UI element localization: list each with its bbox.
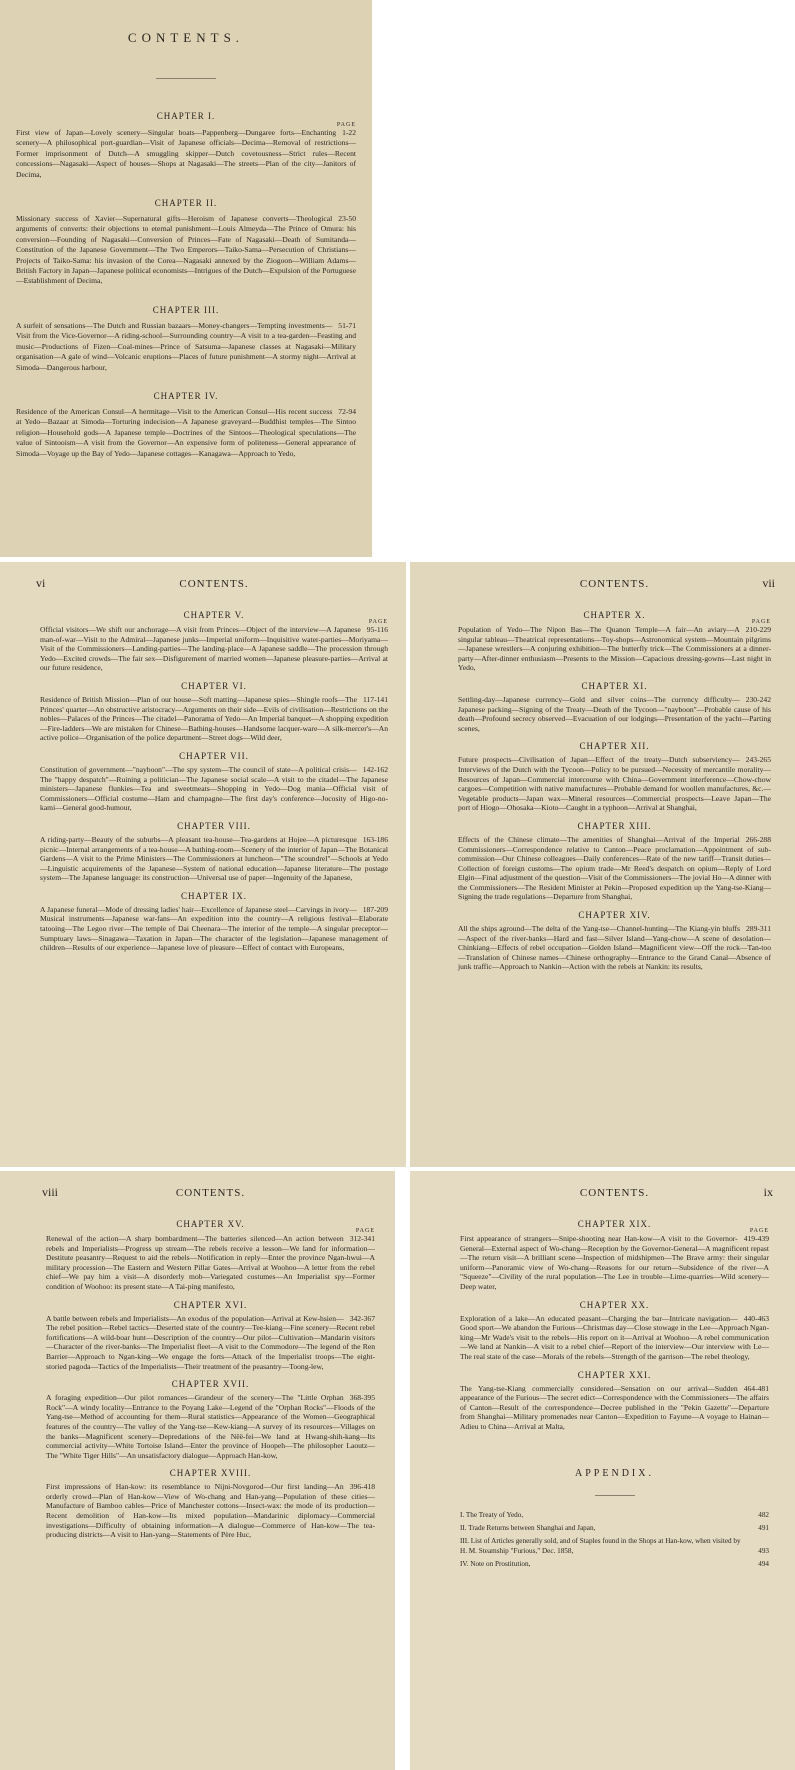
appendix-item-label: I. The Treaty of Yedo, xyxy=(460,1510,524,1519)
chapter-summary xyxy=(46,1482,375,1540)
appendix-item-label: III. List of Articles generally sold, and of Staples found in the Shops at Han-kow, when visited by H. M. Steamship "Furious," Dec. 1858, xyxy=(460,1536,741,1555)
chapter-summary-text: A surfeit of sensations—The Dutch and Russian bazaars—Money-changers—Tempting investments—Visit from the Vice-Governor—A riding-school—Surrounding country—A visit to a tea-garden—Feasting and music—Productions of Fizen—Coal-mines—Prince of Satsuma—Japanese classes at Nagasaki—Military organisation—A gale of wind—Volcanic eruptions—Places of future punishment—A stormy night—Arrival at Simoda—Dangerous harbour, xyxy=(16,320,356,372)
chapter-entry xyxy=(16,111,356,180)
chapter-title: CHAPTER XIV. xyxy=(578,910,651,921)
chapter-entry xyxy=(460,1219,769,1292)
contents-page-vi xyxy=(0,562,406,1167)
chapter-summary-text: All the ships aground—The delta of the Yang-tse—Channel-hunting—The Kiang-yin bluffs—Aspect of the river-banks—Hard and fast—Silver Island—Yang-chow—A scene of desolation—Chinkiang—Effects of rebel occupation—Golden Island—Magnificent view—Off the rock—Tan-too—Translation of Chinese names—Chinese orthography—Entrance to the Grand Canal—Absence of junk traffic—Approach to Nankin—Action with the rebels at Nankin: its results, xyxy=(458,924,771,972)
page-heading: CONTENTS. xyxy=(175,1187,246,1199)
chapter-entry xyxy=(46,1219,375,1292)
chapter-summary xyxy=(458,835,771,902)
chapter-summary xyxy=(16,321,356,373)
chapter-entry xyxy=(46,1468,375,1540)
chapter-summary-text: Residence of British Mission—Plan of our house—Soft matting—Japanese spies—Shingle roofs—The Princes' quarter—An obstructive aristocracy—Arguments on their side—Evils of civilisation—Restrictions on the nobles—Palaces of the Princes—The citadel—Panorama of Yedo—An Imperial banquet—A shopping expedition—Fire-ladders—We are mistaken for Chinese—Bathing-houses—Handsome lacquer-ware—A silk-mercer's—An active police—Organisation of the police department—Street dogs—Wild deer, xyxy=(40,694,388,743)
contents-page-viii xyxy=(0,1171,395,1770)
page-column-label: PAGE xyxy=(749,1228,769,1234)
chapter-summary xyxy=(458,695,771,733)
page-column-label: PAGE xyxy=(751,619,771,625)
chapter-summary xyxy=(40,625,388,673)
chapter-pages: 230-242 xyxy=(745,694,771,704)
chapter-title: CHAPTER VIII. xyxy=(177,820,251,831)
chapter-pages: 95-116 xyxy=(366,625,388,634)
chapter-entry xyxy=(458,741,771,813)
chapter-summary-text: A riding-party—Beauty of the suburbs—A pleasant tea-house—Tea-gardens at Hojee—A picturesque picnic—Internal arrangements of a tea-house—A bathing-room—Scenery of the interior of Japan—The Botanical Gardens—A visit to the Prime Ministers—The Commissioners at luncheon—"The scoundrel"—Schools at Yedo—Linguistic acquirements of the Japanese—System of national education—Japanese literature—The postage system—The Japanese language: its construction—Universal use of paper—Ingenuity of the Japanese, xyxy=(40,834,388,883)
chapter-summary-text: First appearance of strangers—Snipe-shooting near Han-kow—A visit to the Governor-General—External aspect of Wo-chang—Reception by the Governor-General—A magnificent repast—The return visit—A brilliant scene—Inspection of midshipmen—The Brave army: their singular uniform—Panoramic view of Wo-chang—Reasons for our return—Subsidence of the river—A "Squeeze"—Civility of the rural population—The Lee in trouble—Lime-quarries—Wild scenery—Deep water, xyxy=(460,1234,769,1291)
chapter-summary xyxy=(460,1314,769,1362)
chapter-entry xyxy=(46,1300,375,1372)
chapter-title: CHAPTER XXI. xyxy=(577,1369,652,1380)
chapter-title: CHAPTER III. xyxy=(152,304,220,315)
appendix-item-pages: 494 xyxy=(758,1559,769,1568)
chapter-pages: 23-50 xyxy=(338,214,356,224)
chapter-summary xyxy=(40,695,388,743)
chapter-pages: 419-439 xyxy=(743,1234,769,1243)
chapter-summary-text: Renewal of the action—A sharp bombardment—The batteries silenced—An action between rebels and Imperialists—Progress up stream—The rebels receive a lesson—We land for information—Destitute peasantry—Request to aid the rebels—Notification in reply—Enter the province Ngan-hwui—A military procession—The Eastern and Western Pillar Gates—Arrival at Woohoo—A letter from the rebel chief—We pay him a visit—A disorderly mob—Variegated costumes—An Imperialist spy—Former condition of Woohoo: its present state—A Tai-ping manifesto, xyxy=(46,1234,375,1291)
page-header xyxy=(460,1185,773,1205)
chapter-summary xyxy=(46,1234,375,1292)
chapter-summary xyxy=(40,835,388,883)
chapter-summary-text: Official visitors—We shift our anchorage—A visit from Princes—Object of the interview—A Japanese man-of-war—Visit to the Admiral—Japanese junks—Imperial uniform—Inquisitive water-parties—Moriyama—Visit of the Commissioners—Landing-parties—The landing-place—A Japanese saddle—The procession through Yedo—Excited crowds—The fair sex—Disfigurement of married women—Japanese pleasure-parties—Arrival at our future residence, xyxy=(40,625,388,673)
chapter-title: CHAPTER XI. xyxy=(581,680,648,691)
chapter-summary xyxy=(46,1393,375,1460)
appendix-item-pages: 491 xyxy=(758,1523,769,1532)
chapter-pages: 1-22 xyxy=(342,128,356,137)
page-heading: CONTENTS. xyxy=(179,578,249,590)
page-heading: CONTENTS. xyxy=(579,578,650,590)
chapter-title: CHAPTER VII. xyxy=(179,750,249,761)
chapter-pages: 51-71 xyxy=(338,320,356,330)
appendix-item-label: II. Trade Returns between Shanghai and Japan, xyxy=(460,1523,596,1532)
appendix-rule xyxy=(595,1495,635,1496)
chapter-summary xyxy=(460,1384,769,1432)
chapter-summary xyxy=(16,214,356,287)
chapter-pages: 72-94 xyxy=(338,406,356,416)
chapter-title: CHAPTER II. xyxy=(154,198,218,209)
chapter-entry xyxy=(40,610,388,673)
chapter-pages: 440-463 xyxy=(743,1313,769,1323)
chapter-summary xyxy=(458,625,771,673)
chapter-pages: 142-162 xyxy=(362,764,388,774)
chapter-summary-text: Residence of the American Consul—A hermitage—Visit to the American Consul—His recent success at Yedo—Bazaar at Simoda—Torturing indecision—A Japanese graveyard—Buddhist temples—The Sintoo religion—Household gods—A Japanese temple—Doctrines of the Sintoos—Theological speculations—The value of Sintooism—A visit from the Governor—An expensive form of politeness—General appearance of Simoda—Voyage up the Bay of Yedo—Japanese cottages—Kanagawa—Approach to Yedo, xyxy=(16,406,356,458)
page-header xyxy=(458,576,775,596)
chapter-summary-text: Future prospects—Civilisation of Japan—Effect of the treaty—Dutch subserviency—Interviews of the Dutch with the Tycoon—Policy to be pursued—Necessity of mercantile morality—Resources of Japan—Commercial intercourse with China—Government interference—Chow-chow cargoes—Competition with native manufactures—Probable demand for woollen manufactures, &c.—Vegetable products—Japan wax—Mineral resources—Commercial prospects—Leave Japan—The port of Hiogo—Ohosaka—Kioto—Caught in a typhoon—Arrival at Shanghai, xyxy=(458,755,771,813)
chapter-pages: 163-186 xyxy=(362,834,388,844)
chapter-entry xyxy=(46,1379,375,1460)
chapter-title: CHAPTER XIX. xyxy=(577,1219,652,1229)
chapter-entry xyxy=(460,1370,769,1432)
appendix-item-pages: 482 xyxy=(758,1510,769,1519)
appendix-title: APPENDIX. xyxy=(575,1467,654,1479)
page-header xyxy=(36,576,388,596)
chapter-pages: 342-367 xyxy=(349,1313,375,1323)
chapter-summary xyxy=(40,905,388,953)
chapter-summary xyxy=(16,128,356,180)
chapter-summary-text: First view of Japan—Lovely scenery—Singular boats—Pappenberg—Dungaree forts—Enchanting scenery—A philosophical port-guardian—Visit of Japanese officials—Decima—Removal of restrictions—Former imprisonment of Dutch—A smuggling skipper—Dutch covetousness—Strict rules—Recent concessions—Nagasaki—Aspect of houses—Shops at Nagasaki—The streets—Plan of the city—Janitors of Decima, xyxy=(16,128,356,179)
chapter-pages: 243-265 xyxy=(745,755,771,765)
chapter-entry xyxy=(458,681,771,733)
chapter-entry xyxy=(40,891,388,953)
chapter-summary-text: Effects of the Chinese climate—The amenities of Shanghai—Arrival of the Imperial Commissioners—Correspondence relative to Canton—Peace proclamation—Appointment of sub-commission—Our Chinese colleagues—Daily conferences—Rate of the new tariff—Transit duties—Collection of foreign customs—The opium trade—Mr Reed's despatch on opium—Reply of Lord Elgin—Final adjustment of the question—Visit of the Commissioners—The jovial Ho—A dinner with the Commissioners—The Resident Minister at Pekin—Proposed expedition up the Yang-tse-Kiang—Signing the trade regulations—Departure from Shanghai, xyxy=(458,834,771,902)
chapter-title: CHAPTER IV. xyxy=(153,390,219,401)
appendix-item-pages: 493 xyxy=(758,1546,769,1555)
chapter-summary-text: Constitution of government—"nayboon"—The spy system—The council of state—A political crisis—The "happy despatch"—Ruining a politician—The Japanese social scale—A visit to the citadel—The Japanese ministers—Japanese flunkies—Tea and sweetmeats—Shopping in Yedo—Dog mania—Official visit of Commissioners—Official costume—Ham and champagne—The first day's conference—Jocosity of Higo-no-kami—General good-humour, xyxy=(40,764,388,813)
chapter-summary-text: Exploration of a lake—An educated peasant—Charging the bar—Intricate navigation—Good sport—We abandon the Furious—Christmas day—Close stowage in the Lee—Approach Ngan-king—Mr Wade's visit to the rebels—His report on it—Arrival at Woohoo—A rebel communication—We land at Nankin—A visit to a rebel chief—Report of the interview—Our interview with Le—The real state of the case—Morals of the rebels—Strength of the garrison—The rebel theology, xyxy=(460,1313,769,1361)
chapter-summary-text: First impressions of Han-kow: its resemblance to Nijni-Novgorod—Our first landing—An orderly crowd—Plan of Han-kow—View of Wo-chang and Han-yang—Population of these cities—Manufacture of Bamboo cables—Price of Manchester cottons—Insect-wax: the mode of its production—Recent demolition of Han-kow—Its mixed population—Mandarinic diplomacy—Commercial investigations—Difficulty of obtaining information—A dialogue—Commerce of Han-kow—The tea-producing districts—A visit to Han-yang—Statements of Père Huc, xyxy=(46,1482,375,1540)
contents-page-1 xyxy=(0,0,372,557)
chapter-summary xyxy=(46,1314,375,1372)
chapter-entry xyxy=(460,1300,769,1362)
appendix-item-label: IV. Note on Prostitution, xyxy=(460,1559,531,1568)
page-number: ix xyxy=(763,1185,773,1199)
chapter-entry xyxy=(40,751,388,813)
appendix-item xyxy=(460,1536,769,1556)
chapter-summary-text: Population of Yedo—The Nipon Bas—The Quanon Temple—A fair—An aviary—A singular tableau—Theatrical representations—Toy-shops—Astronomical system—Mountain pilgrims—Japanese wrestlers—A conjuring exhibition—The butterfly trick—The Commissioners at a dinner-party—After-dinner enthusiasm—Presents to the Mission—Capacious dressing-gowns—Last night in Yedo, xyxy=(458,625,771,673)
chapter-summary xyxy=(40,765,388,813)
chapter-entry xyxy=(40,821,388,883)
appendix-item xyxy=(460,1523,769,1533)
page-heading: CONTENTS. xyxy=(579,1187,650,1199)
chapter-summary-text: Missionary success of Xavier—Supernatural gifts—Heroism of Japanese converts—Theological arguments of converts: their objections to eternal punishment—Louis Almeyda—The Prince of Omura: his conversion—Founding of Nagasaki—Conversion of Princes—Fate of Nagasaki—Death of Sumitanda—Constitution of the Japanese Government—The Two Emperors—Taiko-Sama—Persecution of Christians—Projects of Taiko-Sama: his invasion of the Corea—Nagasaki annexed by the Ziogoon—William Adams—British Factory in Japan—Japanese political economists—Intrigues of the Dutch—Expulsion of the Portuguese—Establishment of Decima, xyxy=(16,214,356,286)
chapter-summary-text: Settling-day—Japanese currency—Gold and silver coins—The currency difficulty—Japanese packing—Signing of the Treaty—Death of the Tycoon—"nayboon"—Probable cause of his death—Profound secrecy observed—Evacuation of our lodgings—Presentation of the yacht—Parting scenes, xyxy=(458,694,771,733)
contents-page-ix xyxy=(410,1171,795,1770)
chapter-pages: 210-229 xyxy=(745,625,771,634)
chapter-pages: 187-209 xyxy=(362,904,388,914)
chapter-title: CHAPTER XVII. xyxy=(171,1379,250,1390)
chapter-pages: 464-481 xyxy=(743,1383,769,1393)
appendix-item xyxy=(460,1559,769,1569)
chapter-title: CHAPTER XII. xyxy=(579,741,650,752)
chapter-entry xyxy=(16,391,356,459)
page-column-label: PAGE xyxy=(368,619,388,625)
chapter-entry xyxy=(458,610,771,673)
page-column-label: PAGE xyxy=(355,1228,375,1234)
page-heading: CONTENTS. xyxy=(127,30,245,45)
chapter-entry xyxy=(458,910,771,972)
chapter-summary xyxy=(460,1234,769,1292)
chapter-summary xyxy=(458,755,771,813)
chapter-title: CHAPTER XVIII. xyxy=(169,1468,252,1479)
contents-page-vii xyxy=(410,562,795,1167)
chapter-pages: 396-418 xyxy=(349,1482,375,1492)
chapter-pages: 368-395 xyxy=(349,1393,375,1403)
chapter-summary-text: The Yang-tse-Kiang commercially considered—Sensation on our arrival—Sudden appearance of the Furious—The secret edict—Correspondence with the Commissioners—The affairs of Canton—Result of the correspondence—Decree published in the "Pekin Gazette"—Departure from Shanghai—Military promenades near Canton—Expedition to Fayune—A voyage to Hainan—Adieu to China—Arrival at Malta, xyxy=(460,1383,769,1431)
chapter-pages: 289-311 xyxy=(745,924,771,934)
chapter-title: CHAPTER XV. xyxy=(176,1219,245,1229)
chapter-title: CHAPTER XIII. xyxy=(577,820,652,831)
chapter-title: CHAPTER X. xyxy=(583,610,646,620)
chapter-entry xyxy=(458,821,771,902)
chapter-summary xyxy=(16,407,356,459)
chapter-pages: 266-288 xyxy=(745,834,771,844)
chapter-title: CHAPTER I. xyxy=(156,111,216,121)
chapter-summary-text: A battle between rebels and Imperialists—An exodus of the population—Arrival at Kew-hsien—The rebel position—Rebel tactics—Deserted state of the country—Tee-kiang—Fine scenery—Recent rebel fortifications—A wild-boar hunt—Description of the country—Our pilot—Cultivation—Mandarin visitors—Character of the river-banks—The Imperialist fleet—A visit to the Commodore—The legend of the Ren Barrier—Approach to Ngan-king—We engage the forts—Attack of the Imperialist troops—The eight-storied pagoda—Tactics of the Imperialists—Their treatment of the peasantry—Toong-lew, xyxy=(46,1313,375,1371)
chapter-entry xyxy=(16,198,356,287)
chapter-title: CHAPTER XVI. xyxy=(173,1299,248,1310)
chapter-title: CHAPTER XX. xyxy=(579,1299,650,1310)
page-number: vii xyxy=(762,576,775,590)
page-column-label: PAGE xyxy=(336,122,356,128)
chapter-pages: 312-341 xyxy=(349,1234,375,1243)
chapter-title: CHAPTER V. xyxy=(183,610,245,620)
chapter-title: CHAPTER IX. xyxy=(180,890,247,901)
chapter-summary xyxy=(458,924,771,972)
chapter-title: CHAPTER VI. xyxy=(181,680,247,691)
chapter-summary-text: A Japanese funeral—Mode of dressing ladies' hair—Excellence of Japanese steel—Carvings in ivory—Musical instruments—Japanese war-fans—An expedition into the country—A religious festival—Elaborate tatooing—The Legoo river—The temple of Dai Cheenara—The interior of the temple—A singular preceptor—Sumptuary laws—Sinagawa—Taxation in Japan—The character of the legislation—Japanese management of children—Results of our experience—Japanese love of pleasure—Effect of contact with Europeans, xyxy=(40,904,388,953)
page-number: vi xyxy=(36,576,46,590)
page-header xyxy=(42,1185,375,1205)
chapter-summary-text: A foraging expedition—Our pilot romances—Grandeur of the scenery—The "Little Orphan Rock"—A windy locality—Entrance to the Poyang Lake—Legend of the "Orphan Rocks"—Floods of the Yang-tse—Method of accounting for them—Rural statistics—Appearance of the Women—Geographical features of the country—The valley of the Yang-tse—Kew-kiang—A survey of its resources—Villages on the banks—Magnificent scenery—Depredations of the Nëë-fei—We land at Hwang-shih-kang—Its commercial activity—White Tortoise Island—Enter the province of Hoopeh—The philosopher Laoutz—The "White Tiger Hills"—An unsatisfactory dialogue—Approach Han-kow, xyxy=(46,1393,375,1460)
page-number: viii xyxy=(42,1185,59,1199)
appendix-item xyxy=(460,1510,769,1520)
chapter-entry xyxy=(16,305,356,373)
chapter-pages: 117-141 xyxy=(362,694,388,704)
chapter-entry xyxy=(40,681,388,743)
heading-rule xyxy=(156,78,216,79)
